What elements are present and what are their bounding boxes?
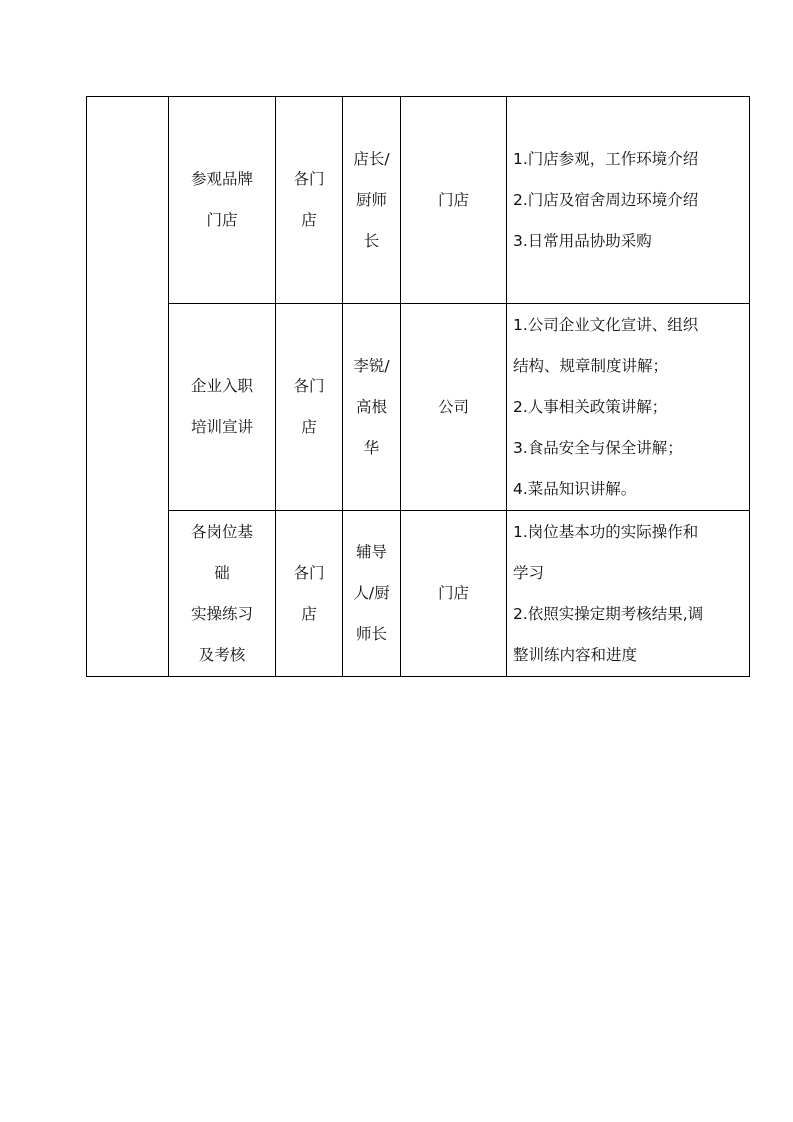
- person-line: 师长: [355, 625, 387, 643]
- target-line: 店: [301, 604, 317, 623]
- content-line: 3.日常用品协助采购: [513, 231, 652, 250]
- training-item-line: 门店: [206, 211, 238, 229]
- training-item-line: 各岗位基: [190, 522, 253, 541]
- content-line: 2.门店及宿舍周边环境介绍: [513, 190, 699, 209]
- location-text: 公司: [437, 397, 469, 416]
- table-row: [87, 304, 750, 511]
- content-line: 1.公司企业文化宣讲、组织: [513, 315, 699, 334]
- content-cell: [507, 97, 750, 304]
- training-item-line: 及考核: [198, 645, 246, 664]
- training-schedule-table: [86, 96, 750, 677]
- training-item-cell: [169, 97, 276, 304]
- location-text: 门店: [437, 584, 469, 602]
- training-item-line: 实操练习: [190, 604, 253, 623]
- person-line: 高根: [355, 397, 387, 416]
- content-line: 1.岗位基本功的实际操作和: [513, 522, 699, 541]
- table-row: [87, 97, 750, 304]
- target-cell: [276, 511, 343, 677]
- target-line: 各门: [293, 170, 325, 188]
- content-line: 学习: [513, 563, 545, 582]
- person-line: 李锐/: [353, 356, 390, 375]
- person-cell: [343, 304, 401, 511]
- content-line: 1.门店参观，工作环境介绍: [513, 149, 699, 168]
- person-cell: [343, 511, 401, 677]
- target-cell: [276, 304, 343, 511]
- content-line: 2.人事相关政策讲解；: [513, 397, 668, 416]
- training-item-line: 础: [214, 563, 230, 582]
- training-item-line: 培训宣讲: [190, 418, 253, 436]
- location-cell: [401, 304, 507, 511]
- target-line: 各门: [293, 563, 325, 582]
- location-cell: [401, 97, 507, 304]
- content-line: 2.依照实操定期考核结果,调: [513, 604, 704, 623]
- training-item-cell: [169, 304, 276, 511]
- content-line: 3.食品安全与保全讲解；: [513, 438, 683, 457]
- training-item-line: 企业入职: [190, 377, 253, 395]
- merged-category-cell: [87, 97, 169, 677]
- person-line: 辅导: [355, 543, 387, 561]
- location-text: 门店: [437, 190, 469, 209]
- table-row: [87, 511, 750, 677]
- person-line: 华: [363, 438, 380, 457]
- training-item-cell: [169, 511, 276, 677]
- content-cell: [507, 511, 750, 677]
- person-cell: [343, 97, 401, 304]
- target-cell: [276, 97, 343, 304]
- content-line: 4.菜品知识讲解。: [513, 479, 637, 498]
- training-item-line: 参观品牌: [190, 170, 253, 188]
- target-line: 店: [301, 211, 317, 229]
- location-cell: [401, 511, 507, 677]
- content-line: 结构、规章制度讲解；: [513, 356, 669, 375]
- person-line: 人/厨: [353, 584, 390, 602]
- content-cell: [507, 304, 750, 511]
- target-line: 店: [301, 418, 317, 436]
- content-line: 整训练内容和进度: [513, 645, 638, 664]
- person-line: 厨师: [355, 190, 387, 209]
- target-line: 各门: [293, 377, 325, 395]
- person-line: 长: [363, 231, 380, 250]
- person-line: 店长/: [353, 149, 390, 168]
